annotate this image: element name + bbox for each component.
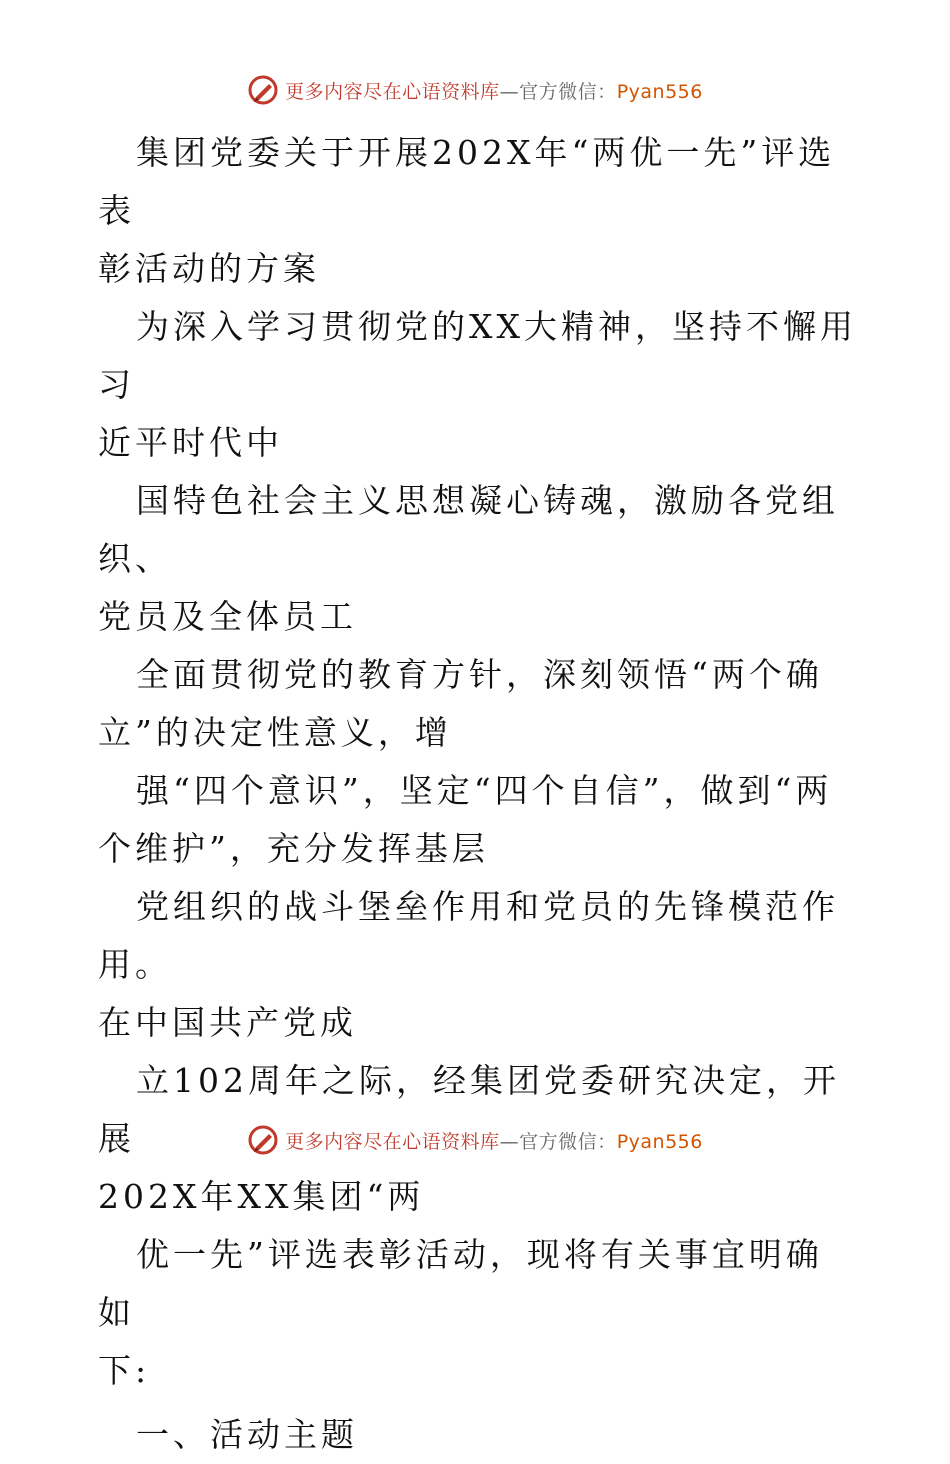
section-heading: 一、活动主题 [136, 1415, 358, 1454]
banner-text [285, 77, 703, 104]
line: 在中国共产党成 [98, 1003, 357, 1042]
paragraph [98, 1226, 858, 1400]
banner-account: Pyan556 [616, 1130, 703, 1153]
line: 强“四个意识”，坚定“四个自信”，做到“两 [136, 771, 833, 810]
paragraph [98, 878, 858, 1052]
pen-logo-icon [247, 74, 279, 106]
paragraph [98, 646, 858, 762]
line: 国特色社会主义思想凝心铸魂，激励各党组织、 [98, 481, 839, 578]
paragraph [98, 762, 858, 878]
paragraph [98, 298, 858, 472]
line: 党组织的战斗堡垒作用和党员的先锋模范作用。 [98, 887, 839, 984]
banner-separator: —官方微信： [499, 80, 617, 103]
pen-logo-icon [247, 1124, 279, 1156]
document-body [98, 124, 858, 1464]
line: 近平时代中 [98, 423, 283, 462]
line: 立102周年之际，经集团党委研究决定，开展 [98, 1061, 840, 1158]
banner-title: 更多内容尽在心语资料库 [285, 1130, 500, 1153]
banner-separator: —官方微信： [499, 1130, 617, 1153]
paragraph [98, 472, 858, 646]
line: 党员及全体员工 [98, 597, 357, 636]
line: 立”的决定性意义，增 [98, 713, 452, 752]
footer-watermark-banner [0, 1120, 950, 1160]
line: 优一先”评选表彰活动，现将有关事宜明确如 [98, 1235, 823, 1332]
line: 下: [98, 1351, 151, 1390]
line: 彰活动的方案 [98, 249, 320, 288]
header-watermark-banner [0, 70, 950, 110]
line: 全面贯彻党的教育方针，深刻领悟“两个确 [136, 655, 823, 694]
line: 集团党委关于开展202X年“两优一先”评选表 [98, 133, 836, 230]
banner-account: Pyan556 [616, 80, 703, 103]
paragraph [98, 124, 858, 298]
line: 为深入学习贯彻党的XX大精神，坚持不懈用习 [98, 307, 857, 404]
line: 个维护”，充分发挥基层 [98, 829, 489, 868]
banner-title: 更多内容尽在心语资料库 [285, 80, 500, 103]
banner-text [285, 1127, 703, 1154]
line: 202X年XX集团“两 [98, 1177, 425, 1216]
